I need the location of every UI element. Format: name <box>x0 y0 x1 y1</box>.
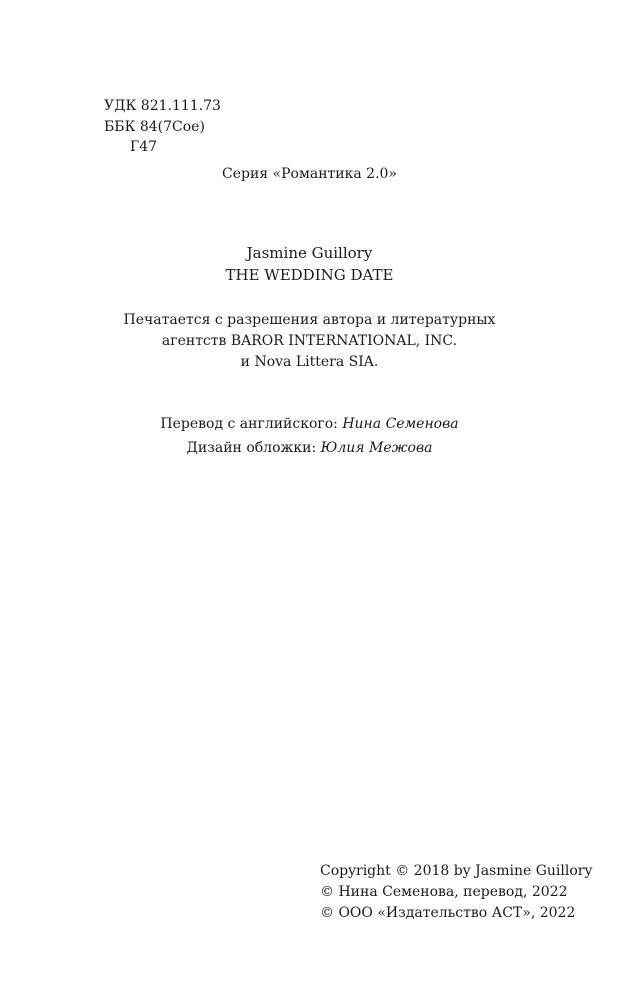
original-title: THE WEDDING DATE <box>225 266 394 284</box>
translator-name: Нина Семенова <box>342 416 459 432</box>
bbk-code: ББК 84(7Сое) <box>104 119 205 135</box>
copyright-line-3: © ООО «Издательство АСТ», 2022 <box>320 905 576 921</box>
cover-design-label: Дизайн обложки: <box>186 440 321 456</box>
series-name: Серия «Романтика 2.0» <box>221 166 397 182</box>
original-author: Jasmine Guillory <box>246 244 373 262</box>
cover-design-credit <box>0 438 619 458</box>
author-sign-code: Г47 <box>130 139 158 155</box>
copyright-line-1: Copyright © 2018 by Jasmine Guillory <box>320 863 593 879</box>
translation-label: Перевод с английского: <box>160 416 343 432</box>
udk-code: УДК 821.111.73 <box>104 98 221 114</box>
cover-designer-name: Юлия Межова <box>320 440 433 456</box>
translation-credit <box>0 414 619 434</box>
permission-line-1: Печатается с разрешения автора и литературных <box>123 312 496 328</box>
permission-line-3: и Nova Littera SIA. <box>240 354 379 370</box>
permission-line-2: агентств BAROR INTERNATIONAL, INC. <box>161 333 458 349</box>
copyright-line-2: © Нина Семенова, перевод, 2022 <box>320 884 568 900</box>
